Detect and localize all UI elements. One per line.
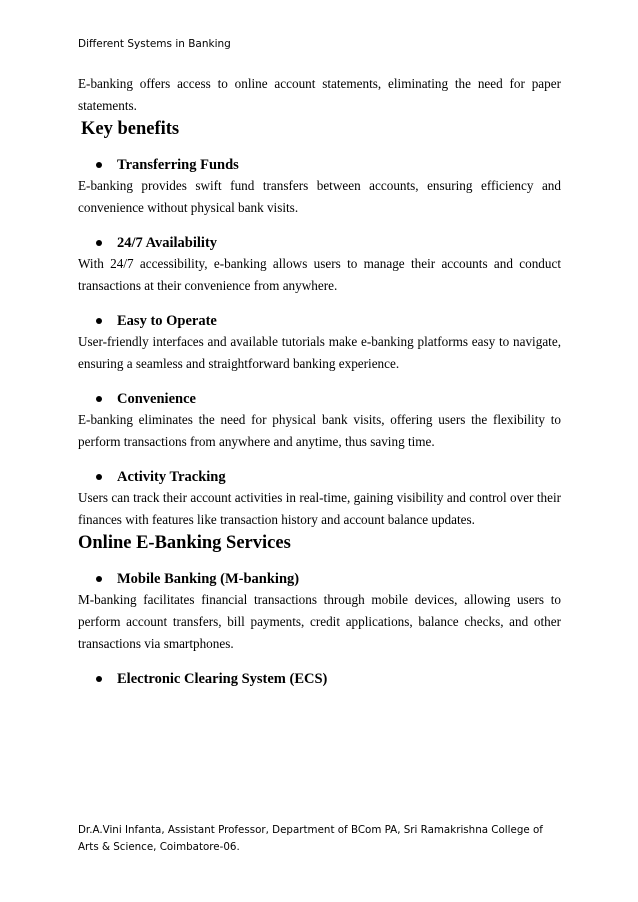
page-header: Different Systems in Banking: [78, 38, 231, 50]
bullet-transferring-funds: [96, 155, 561, 175]
paragraph-availability: With 24/7 accessibility, e-banking allows users to manage their accounts and conduct transactions at their convenience from anywhere.: [78, 256, 561, 293]
bullet-easy-to-operate: [96, 311, 561, 331]
paragraph-transferring-funds: E-banking provides swift fund transfers between accounts, ensuring efficiency and convenience without physical bank visits.: [78, 178, 561, 215]
bullet-mobile-banking: [96, 569, 561, 589]
bullet-icon: [96, 240, 102, 246]
services-heading: Online E-Banking Services: [78, 533, 291, 553]
bullet-title: Activity Tracking: [117, 469, 226, 485]
bullet-title: 24/7 Availability: [117, 235, 218, 251]
paragraph-easy-to-operate: User-friendly interfaces and available tutorials make e-banking platforms easy to navigate, ensuring a seamless and straightforward banking experience.: [78, 334, 561, 371]
bullet-ecs: [96, 669, 561, 689]
bullet-icon: [96, 576, 102, 582]
paragraph-convenience: E-banking eliminates the need for physical bank visits, offering users the flexibility to perform transactions from anywhere and anytime, thus saving time.: [78, 412, 561, 449]
bullet-title: Electronic Clearing System (ECS): [117, 671, 328, 687]
key-benefits-heading: Key benefits: [81, 119, 180, 139]
bullet-icon: [96, 162, 102, 168]
bullet-title: Mobile Banking (M-banking): [117, 571, 300, 587]
bullet-icon: [96, 318, 102, 324]
paragraph-mobile-banking: M-banking facilitates financial transactions through mobile devices, allowing users to perform account transfers, bill payments, credit applications, balance checks, and other transactions via smartphones.: [78, 592, 561, 651]
bullet-icon: [96, 474, 102, 480]
intro-paragraph: E-banking offers access to online account statements, eliminating the need for paper statements.: [78, 76, 561, 113]
bullet-icon: [96, 396, 102, 402]
bullet-title: Transferring Funds: [117, 157, 239, 173]
paragraph-activity-tracking: Users can track their account activities in real-time, gaining visibility and control over their finances with features like transaction history and account balance updates.: [78, 490, 561, 527]
bullet-availability: [96, 233, 561, 253]
bullet-activity-tracking: [96, 467, 561, 487]
bullet-title: Convenience: [117, 391, 196, 407]
bullet-icon: [96, 676, 102, 682]
bullet-convenience: [96, 389, 561, 409]
page-footer: Dr.A.Vini Infanta, Assistant Professor, Department of BCom PA, Sri Ramakrishna College of Arts & Science, Coimbatore-06.: [78, 824, 543, 853]
page-content: [78, 73, 561, 689]
bullet-title: Easy to Operate: [117, 313, 217, 329]
